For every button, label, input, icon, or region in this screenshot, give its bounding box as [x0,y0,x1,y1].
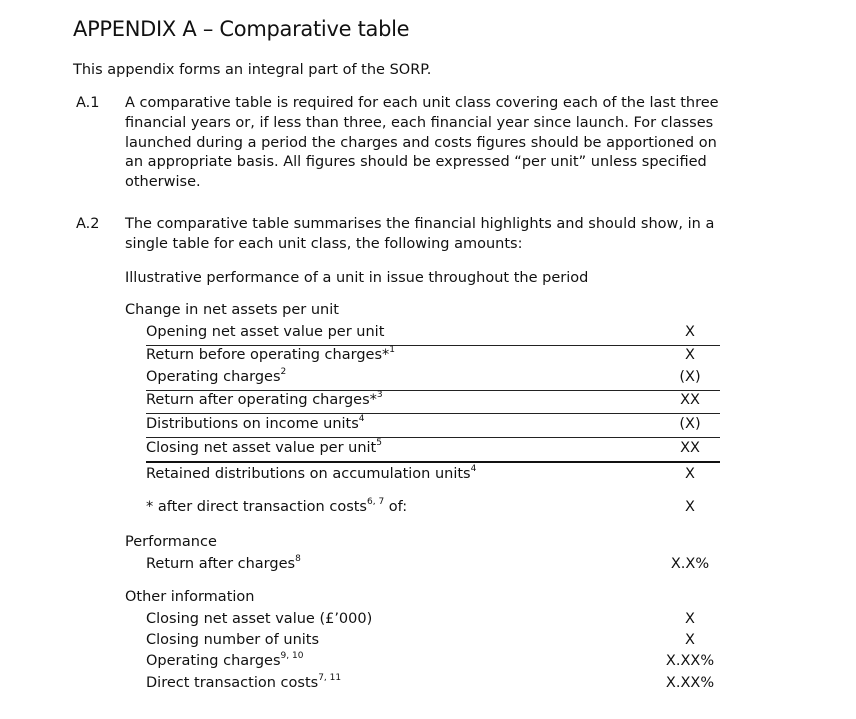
row-label: * after direct transaction costs$^{6, 7}$ of: [146,497,408,515]
row-value: (X) [679,369,701,385]
row-label: Operating charges$^2$ [146,367,287,385]
row-label: Retained distributions on accumulation units$^4$ [146,464,477,482]
text-line: The comparative table summarises the financial highlights and should show, in a [125,216,715,232]
row-label: Return before operating charges*$^1$ [146,345,395,363]
row-label: Return after operating charges*$^3$ [146,390,383,408]
footnote-ref: 3 [376,390,383,400]
footnote-ref: 6, 7 [367,497,385,507]
table-row [146,392,720,414]
row-value: X [685,347,695,363]
row-label: Operating charges$^{9, 10}$ [146,651,304,669]
row-value: X [685,324,695,340]
illustrative-caption: Illustrative performance of a unit in issue throughout the period [125,270,589,286]
paragraph-a1 [73,94,788,204]
row-label: Distributions on income units$^4$ [146,414,365,432]
table-row [146,556,720,578]
row-value: X.XX% [665,653,715,669]
footnote-ref: 4 [358,414,365,424]
text-line: financial years or, if less than three, each financial year since launch. For classes [125,114,714,131]
row-value: XX [680,440,700,456]
paragraph-text [125,215,785,255]
footnote-ref: 7, 11 [318,673,342,683]
appendix-heading: APPENDIX A – Comparative table [73,17,410,41]
text-line: launched during a period the charges and costs figures should be apportioned on [125,134,717,151]
table-row [146,632,720,654]
footnote-ref: 5 [376,438,382,448]
paragraph-number: A.2 [76,216,100,232]
text-line: single table for each unit class, the following amounts: [125,235,523,252]
intro-text: This appendix forms an integral part of the SORP. [73,62,432,78]
row-label: Return after charges$^8$ [146,554,301,572]
footnote-ref: 4 [470,464,477,474]
row-label: Opening net asset value per unit [146,324,385,340]
section-title-change: Change in net assets per unit [125,302,339,318]
row-label: Closing number of units [146,632,320,648]
table-row [146,324,720,346]
text-line: A comparative table is required for each unit class covering each of the last three [125,95,719,111]
row-value: (X) [679,416,701,432]
row-value: X [685,499,695,515]
row-rule [146,390,720,391]
row-rule [146,437,720,438]
table-row [146,369,720,391]
row-value: X.XX% [665,675,715,691]
row-rule [146,345,720,346]
text-line: otherwise. [125,174,201,191]
table-row [146,416,720,438]
paragraph-number: A.1 [76,95,100,111]
section-title-performance: Performance [125,534,217,550]
row-value: X [685,611,695,627]
row-rule-thick [146,461,720,463]
table-row [146,675,720,697]
row-value: X.X% [670,556,710,572]
footnote-ref: 2 [280,367,287,377]
row-value: X [685,466,695,482]
footnote-ref: 8 [295,554,301,564]
text-line: an appropriate basis. All figures should be expressed “per unit” unless specified [125,154,707,171]
paragraph-text [125,94,785,193]
table-row [146,611,720,633]
row-label: Direct transaction costs$^{7, 11}$ [146,673,342,691]
paragraph-a2 [73,215,788,260]
row-rule [146,413,720,414]
table-row [146,466,720,488]
table-row [146,653,720,675]
table-row [146,440,720,462]
row-value: X [685,632,695,648]
table-row [146,347,720,369]
section-title-other: Other information [125,589,255,605]
footnote-ref: 1 [389,345,395,355]
row-value: XX [680,392,700,408]
row-label: Closing net asset value per unit$^5$ [146,438,382,456]
row-label: Closing net asset value (£’000) [146,611,373,627]
table-row-footnote [146,499,720,521]
footnote-ref: 9, 10 [280,651,304,661]
